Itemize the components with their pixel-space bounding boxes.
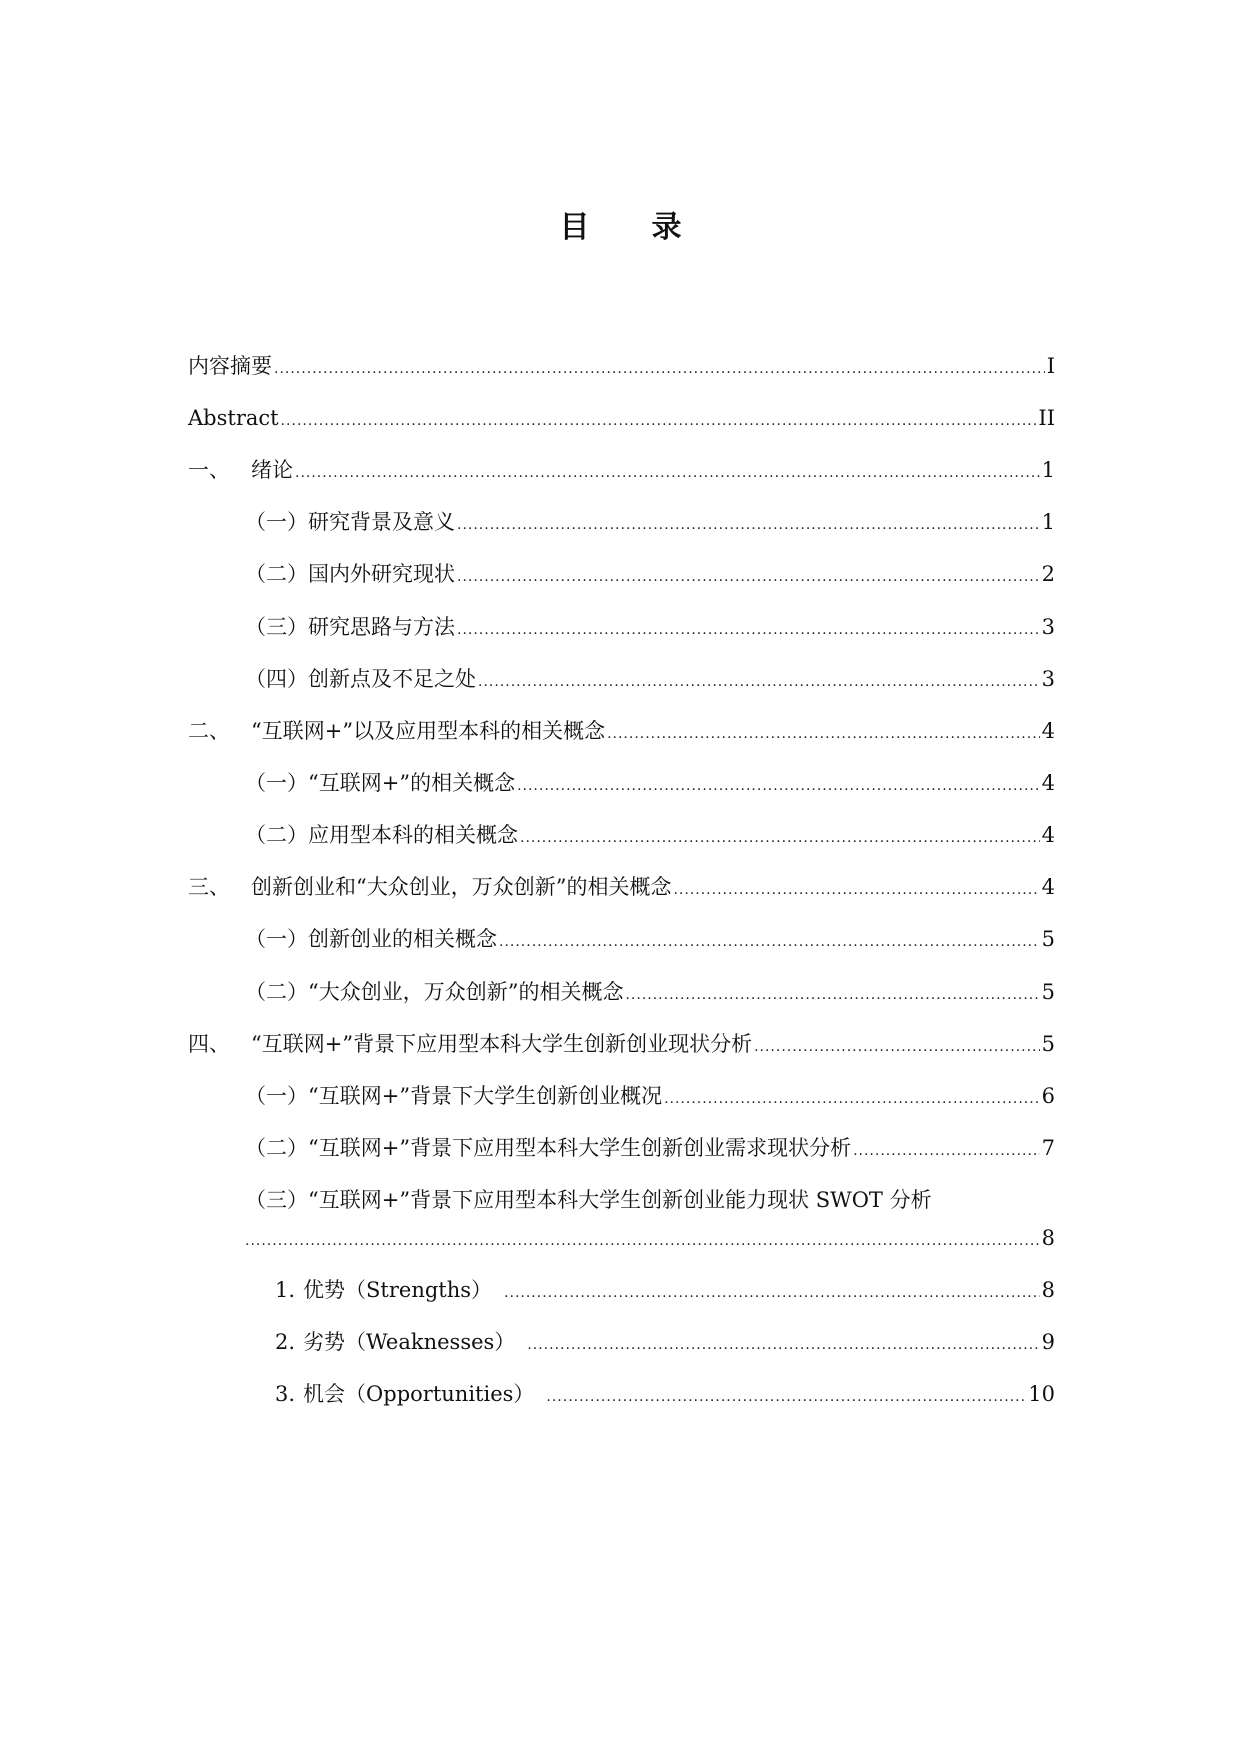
toc-leader-dots (754, 1031, 1040, 1063)
toc-entry-number: 二、 (188, 719, 230, 743)
toc-leader-dots (504, 1277, 1040, 1309)
toc-entry[interactable] (245, 1080, 1055, 1112)
toc-entry-page: 1 (1041, 458, 1055, 482)
toc-entry[interactable] (275, 1326, 1055, 1358)
toc-entry-label: （一）研究背景及意义 (245, 510, 455, 534)
toc-leader-dots (245, 1225, 1040, 1257)
toc-leader-dots (520, 822, 1040, 854)
toc-leader-dots (664, 1083, 1040, 1115)
toc-entry-label: （二）“大众创业，万众创新”的相关概念 (245, 980, 624, 1004)
toc-leader-dots (295, 457, 1040, 489)
toc-leader-dots (853, 1135, 1040, 1167)
toc-leader-dots (457, 509, 1040, 541)
toc-entry-page: 2 (1041, 562, 1055, 586)
toc-entry[interactable] (245, 611, 1055, 643)
page-title-part1: 目 (559, 210, 590, 245)
toc-entry-label: （一）创新创业的相关概念 (245, 927, 497, 951)
toc-entry-number: 四、 (188, 1032, 230, 1056)
page-title-part2: 录 (651, 210, 682, 245)
toc-entry[interactable] (275, 1274, 1055, 1306)
toc-entry[interactable] (245, 558, 1055, 590)
toc-entry-number: 3. (275, 1382, 296, 1406)
toc-entry-label: 优势（Strengths） (303, 1278, 493, 1302)
toc-leader-dots (281, 405, 1037, 437)
toc-leader-dots (457, 614, 1040, 646)
toc-leader-dots (546, 1381, 1026, 1413)
toc-entry-label: 劣势（Weaknesses） (303, 1330, 516, 1354)
toc-entry-label: （一）“互联网+”的相关概念 (245, 771, 516, 795)
toc-entry[interactable] (245, 506, 1055, 538)
toc-entry-label: （二）应用型本科的相关概念 (245, 823, 518, 847)
toc-entry-page: 9 (1041, 1330, 1055, 1354)
toc-leader-dots (517, 770, 1040, 802)
toc-entry-label: 绪论 (251, 458, 293, 482)
toc-entry-page: 5 (1041, 980, 1055, 1004)
toc-entry-page: 1 (1041, 510, 1055, 534)
toc-entry-number: 一、 (188, 458, 230, 482)
toc-entry[interactable] (245, 663, 1055, 695)
toc-entry-page: II (1038, 406, 1055, 430)
toc-entry-label: （二）“互联网+”背景下应用型本科大学生创新创业需求现状分析 (245, 1136, 852, 1160)
toc-entry-label: （一）“互联网+”背景下大学生创新创业概况 (245, 1084, 663, 1108)
toc-leader-dots (457, 561, 1040, 593)
toc-entry-page: 10 (1028, 1382, 1055, 1406)
toc-entry-number: 1. (275, 1278, 296, 1302)
toc-entry-label: Abstract (188, 406, 279, 430)
toc-entry-page: 5 (1041, 1032, 1055, 1056)
toc-entry-label: 机会（Opportunities） (303, 1382, 535, 1406)
toc-entry[interactable] (245, 1222, 1055, 1254)
toc-entry-label: “互联网+”背景下应用型本科大学生创新创业现状分析 (251, 1032, 753, 1056)
toc-leader-dots (274, 353, 1045, 385)
toc-entry-page: 4 (1041, 875, 1055, 899)
toc-entry[interactable] (245, 923, 1055, 955)
toc-entry[interactable] (188, 715, 1055, 747)
toc-entry-page: 4 (1041, 771, 1055, 795)
toc-entry[interactable] (245, 1132, 1055, 1164)
toc-entry[interactable] (245, 767, 1055, 799)
toc-leader-dots (527, 1329, 1039, 1361)
toc-entry-page: 4 (1041, 719, 1055, 743)
toc-entry-page: 3 (1041, 667, 1055, 691)
toc-entry-page: 8 (1041, 1278, 1055, 1302)
toc-entry[interactable] (245, 976, 1055, 1008)
toc-entry-page: 7 (1041, 1136, 1055, 1160)
toc-entry-label: （二）国内外研究现状 (245, 562, 455, 586)
toc-entry-page: I (1046, 354, 1055, 378)
toc-entry-wrapped-label[interactable]: （三）“互联网+”背景下应用型本科大学生创新创业能力现状 SWOT 分析 (245, 1188, 932, 1212)
toc-entry-label: “互联网+”以及应用型本科的相关概念 (251, 719, 606, 743)
toc-entry-label: （三）研究思路与方法 (245, 615, 455, 639)
toc-entry[interactable] (245, 819, 1055, 851)
page-title (0, 208, 1241, 248)
toc-leader-dots (499, 926, 1040, 958)
toc-entry[interactable] (188, 1028, 1055, 1060)
toc-entry-label: 内容摘要 (188, 354, 272, 378)
toc-leader-dots (625, 979, 1039, 1011)
toc-entry-page: 6 (1041, 1084, 1055, 1108)
toc-leader-dots (673, 874, 1039, 906)
toc-entry-label: 创新创业和“大众创业，万众创新”的相关概念 (251, 875, 672, 899)
toc-entry-page: 8 (1041, 1226, 1055, 1250)
toc-entry-page: 3 (1041, 615, 1055, 639)
toc-entry[interactable] (188, 871, 1055, 903)
toc-entry-label: （四）创新点及不足之处 (245, 667, 476, 691)
toc-entry[interactable] (188, 350, 1055, 382)
toc-leader-dots (607, 718, 1040, 750)
toc-entry[interactable] (275, 1378, 1055, 1410)
toc-entry-page: 4 (1041, 823, 1055, 847)
toc-entry-number: 2. (275, 1330, 296, 1354)
toc-entry-number: 三、 (188, 875, 230, 899)
toc-entry[interactable] (188, 454, 1055, 486)
toc-entry[interactable] (188, 402, 1055, 434)
toc-entry-page: 5 (1041, 927, 1055, 951)
toc-leader-dots (478, 666, 1040, 698)
